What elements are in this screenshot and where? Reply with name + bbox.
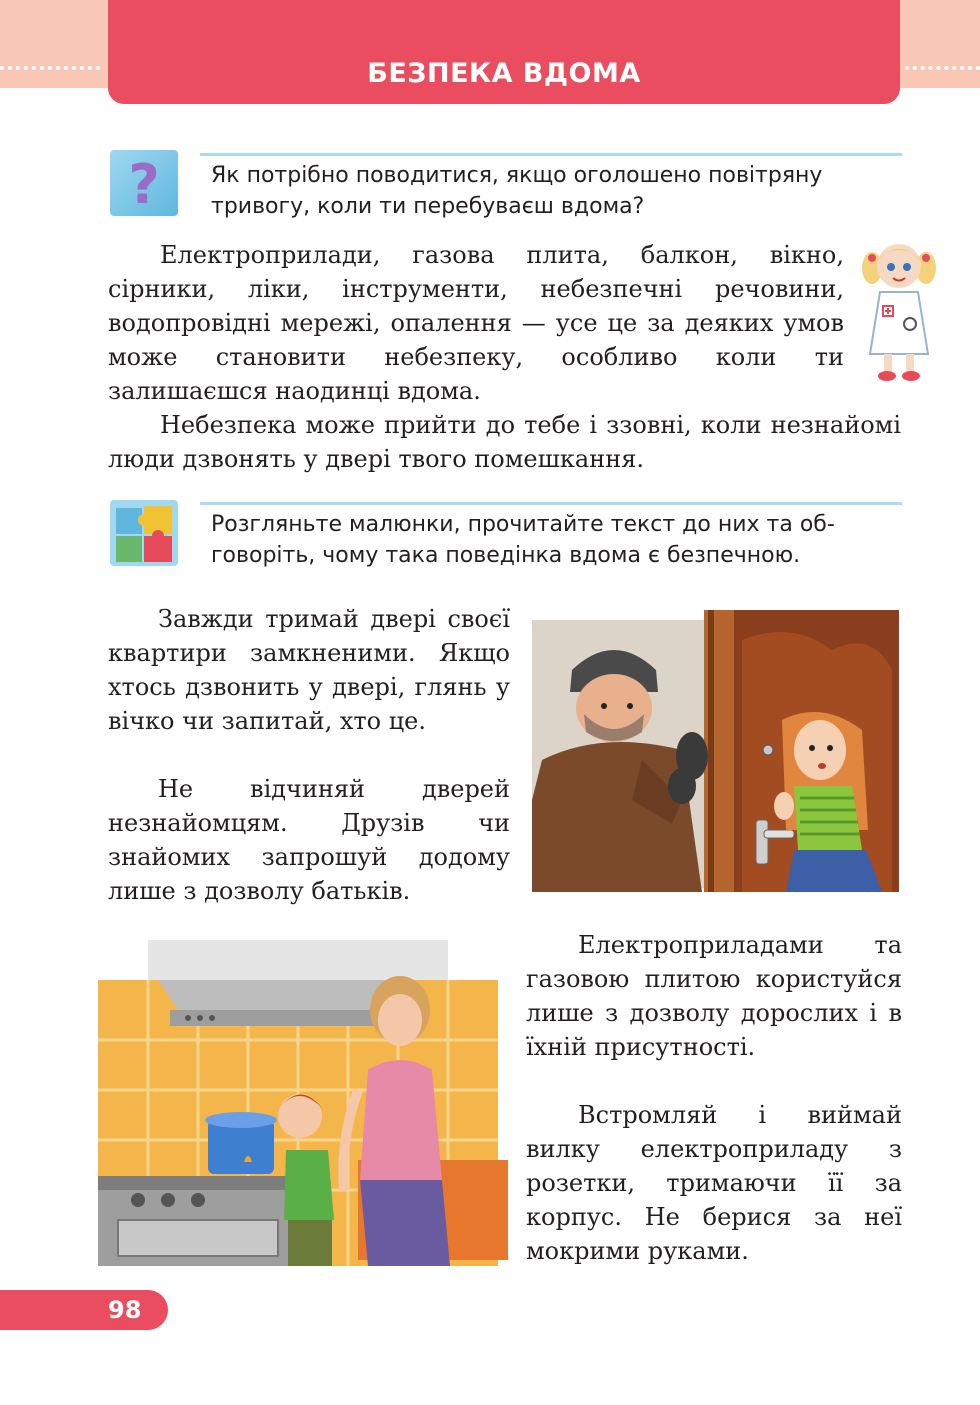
puzzle-task-rule <box>200 502 902 505</box>
question-mark-icon <box>108 148 180 218</box>
puzzle-line-2: говоріть, чому така поведінка вдома є безпечною. <box>211 543 801 568</box>
door-paragraph-1: Завжди тримай двері своєї квартири замкненими. Якщо хтось дзвонить у двері, глянь у вічко чи запитай, хто це. <box>108 605 510 735</box>
header-dots-left <box>0 66 100 70</box>
svg-text:?: ? <box>128 153 160 216</box>
question-line-1: Як потрібно поводитися, якщо оголошено повітряну <box>211 163 823 188</box>
puzzle-line-1: Розгляньте малюнки, прочитайте текст до них та об- <box>211 512 835 537</box>
kitchen-paragraph-1: Електроприладами та газовою плитою користуйся лише з дозволу дорослих і в їхній присутності. <box>526 931 902 1061</box>
girl-doctor-illustration <box>858 236 940 386</box>
question-line-2: тривогу, коли ти перебуваєш вдома? <box>211 194 645 219</box>
page-number-bar <box>0 1290 168 1330</box>
kitchen-stove-illustration <box>78 940 512 1266</box>
intro-paragraph-2: Небезпека може прийти до тебе і ззовні, коли незнайомі люди дзвонять у двері твого помешкання. <box>108 411 901 473</box>
door-stranger-illustration <box>532 610 904 892</box>
puzzle-icon <box>108 498 180 568</box>
kitchen-paragraph-2: Встромляй і виймай вилку електроприладу з розетки, тримаючи її за корпус. Не берися за неї мокрими руками. <box>526 1101 902 1265</box>
door-paragraph-2: Не відчиняй дверей незнайомцям. Друзів чи знайомих запрошуй додому лише з дозволу батьків. <box>108 775 510 905</box>
puzzle-task-text <box>211 509 901 571</box>
intro-paragraph-1: Електроприлади, газова плита, балкон, вікно, сірники, ліки, інструменти, небезпечні речовини, водопровідні мережі, опалення — усе це за деяких умов може становити небезпеку, особливо коли ти залишаєшся наодинці вдома. <box>108 241 844 405</box>
page-number: 98 <box>108 1296 142 1324</box>
question-task-rule <box>200 153 902 156</box>
header-dots-right <box>905 66 980 70</box>
question-task-text <box>211 160 901 222</box>
page-title: БЕЗПЕКА ВДОМА <box>367 58 641 89</box>
